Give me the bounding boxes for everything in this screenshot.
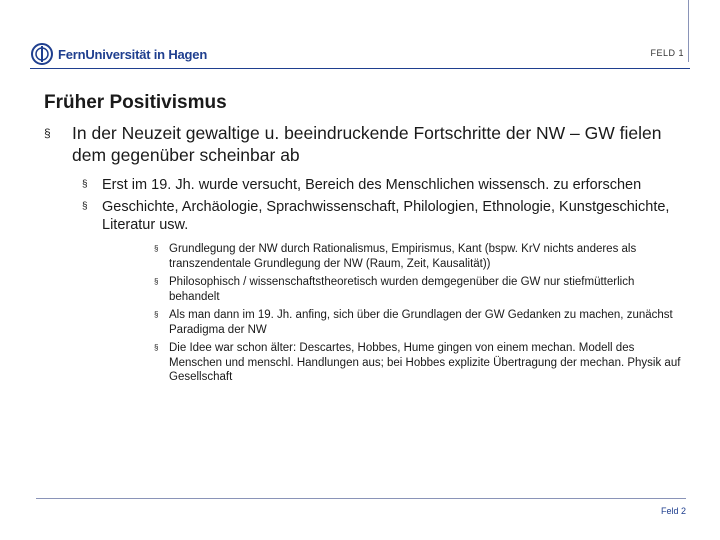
footer-label: Feld 2 <box>660 506 686 516</box>
bullet-level3 <box>154 308 684 337</box>
bullet-marker: § <box>82 201 88 212</box>
bullet-text: Philosophisch / wissenschaftstheoretisch wurden demgegenüber die GW nur stiefmütterlich behandelt <box>169 276 635 303</box>
bullet-text: In der Neuzeit gewaltige u. beeindruckende Fortschritte der NW – GW fielen dem gegenüber scheinbar ab <box>72 123 662 165</box>
corner-divider <box>688 0 689 62</box>
bullet-level3 <box>154 275 684 304</box>
university-logo <box>30 40 207 68</box>
slide-content <box>44 122 684 389</box>
bullet-text: Als man dann im 19. Jh. anfing, sich über die Grundlagen der GW Gedanken zu machen, zunächst Paradigma der NW <box>169 309 673 336</box>
bullet-marker: § <box>44 126 51 140</box>
bullet-marker: § <box>154 343 159 352</box>
bullet-marker: § <box>154 277 159 286</box>
bullet-level3 <box>154 242 684 271</box>
footer-divider <box>36 498 686 499</box>
bullet-text: Die Idee war schon älter: Descartes, Hobbes, Hume gingen von einem mechan. Modell des Menschen und menschl. Handlungen aus; bei Hobbes explizite Übertragung der mechan. Physik auf Gesellschaft <box>169 342 681 383</box>
header-divider <box>30 68 690 69</box>
bullet-level3 <box>154 341 684 385</box>
bullet-level1 <box>44 122 684 166</box>
bullet-marker: § <box>154 310 159 319</box>
bullet-marker: § <box>82 179 88 190</box>
slide-title: Früher Positivismus <box>44 92 227 113</box>
logo-text: FernUniversität in Hagen <box>58 46 208 62</box>
fernuni-logo-icon <box>30 42 54 66</box>
page-label: FELD 1 <box>650 48 684 58</box>
bullet-text: Geschichte, Archäologie, Sprachwissenschaft, Philologien, Ethnologie, Kunstgeschichte, Literatur usw. <box>102 199 670 233</box>
bullet-marker: § <box>154 244 159 253</box>
bullet-level2 <box>82 176 684 194</box>
bullet-text: Grundlegung der NW durch Rationalismus, Empirismus, Kant (bspw. KrV nichts anderes als transzendentale Grundlegung der NW (Raum, Zeit, Kausalität)) <box>169 243 637 270</box>
bullet-text: Erst im 19. Jh. wurde versucht, Bereich des Menschlichen wissensch. zu erforschen <box>102 177 642 193</box>
sub-bullet-list <box>44 242 684 385</box>
bullet-level2 <box>82 198 684 234</box>
